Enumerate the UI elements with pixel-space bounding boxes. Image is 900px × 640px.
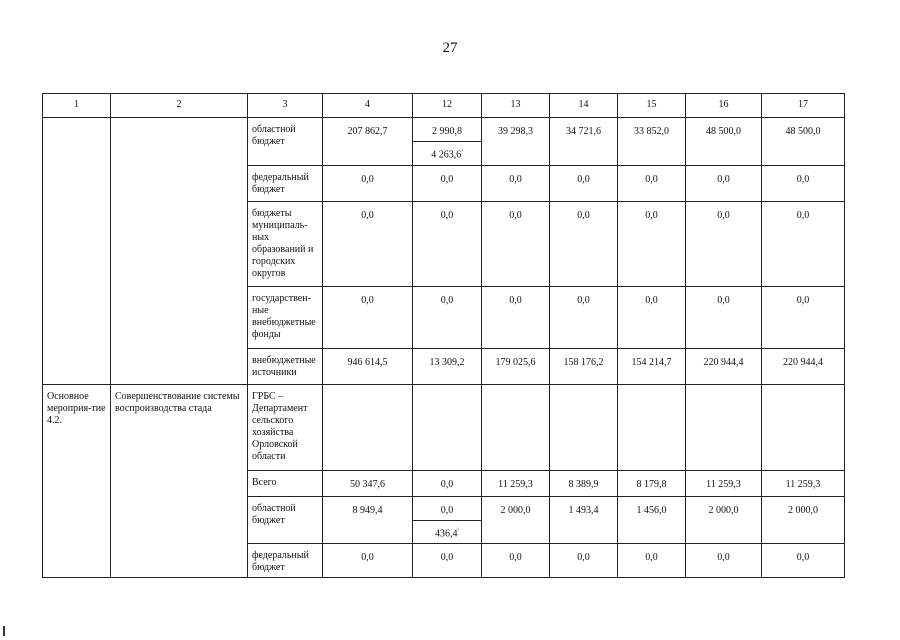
value-cell: 0,0 <box>762 544 845 578</box>
value-cell-empty <box>482 385 550 471</box>
value-cell: 50 347,6 <box>323 471 413 497</box>
value-cell: 11 259,3 <box>762 471 845 497</box>
value-cell: 11 259,3 <box>482 471 550 497</box>
table-row <box>43 385 845 471</box>
table-header-row <box>43 94 845 118</box>
value-cell: 158 176,2 <box>550 349 618 385</box>
value-cell: 220 944,4 <box>762 349 845 385</box>
value-cell: 0,0 <box>323 166 413 202</box>
value-cell: 34 721,6 <box>550 118 618 166</box>
header-cell: 17 <box>762 94 845 118</box>
header-cell: 12 <box>413 94 482 118</box>
value-cell-empty <box>550 385 618 471</box>
funding-source-label: федеральный бюджет <box>248 166 323 202</box>
header-cell: 2 <box>111 94 248 118</box>
value-cell: 0,0 <box>686 166 762 202</box>
table-row <box>43 118 845 142</box>
value-cell: 0,0 <box>618 287 686 349</box>
header-cell: 13 <box>482 94 550 118</box>
funding-source-label: бюджеты муниципаль-ных образований и городских округов <box>248 202 323 287</box>
footnote-mark: ⁾ <box>461 149 463 155</box>
value-cell: 179 025,6 <box>482 349 550 385</box>
value-cell: 0,0 <box>550 166 618 202</box>
measure-cell: Основное мероприя-тие 4.2. <box>43 385 111 578</box>
grbs-label: ГРБС – Департамент сельского хозяйства Орловской области <box>248 385 323 471</box>
value-cell: 2 000,0 <box>762 497 845 544</box>
description-cell: Совершенствование системы воспроизводства стада <box>111 385 248 578</box>
funding-source-label: государствен-ные внебюджетные фонды <box>248 287 323 349</box>
value-cell: 0,0 <box>618 166 686 202</box>
value-cell: 207 862,7 <box>323 118 413 166</box>
value-cell: 0,0 <box>550 544 618 578</box>
description-cell-empty <box>111 118 248 385</box>
value-cell: 0,0 <box>413 497 482 521</box>
funding-source-label: Всего <box>248 471 323 497</box>
value-cell: 11 259,3 <box>686 471 762 497</box>
value-cell: 0,0 <box>686 202 762 287</box>
value-cell: 0,0 <box>482 166 550 202</box>
value-cell: 1 456,0 <box>618 497 686 544</box>
extra-value: 4 263,6 <box>431 149 462 161</box>
page-number: 27 <box>442 40 458 56</box>
value-cell-extra <box>413 521 482 544</box>
value-cell: 2 000,0 <box>482 497 550 544</box>
funding-source-label: федеральный бюджет <box>248 544 323 578</box>
value-cell-extra <box>413 142 482 166</box>
value-cell: 0,0 <box>413 202 482 287</box>
value-cell: 48 500,0 <box>762 118 845 166</box>
value-cell: 33 852,0 <box>618 118 686 166</box>
value-cell: 0,0 <box>482 544 550 578</box>
scan-edge-mark <box>3 626 5 636</box>
value-cell: 0,0 <box>413 544 482 578</box>
value-cell: 0,0 <box>686 544 762 578</box>
value-cell: 8 949,4 <box>323 497 413 544</box>
value-cell: 0,0 <box>618 544 686 578</box>
header-cell: 16 <box>686 94 762 118</box>
value-cell: 8 179,8 <box>618 471 686 497</box>
value-cell: 0,0 <box>413 471 482 497</box>
value-cell: 0,0 <box>686 287 762 349</box>
footnote-mark: ⁾ <box>457 528 459 534</box>
budget-table <box>42 93 845 578</box>
value-cell-empty <box>618 385 686 471</box>
value-cell-empty <box>323 385 413 471</box>
value-cell: 0,0 <box>323 202 413 287</box>
value-cell-empty <box>762 385 845 471</box>
value-cell: 8 389,9 <box>550 471 618 497</box>
value-cell: 1 493,4 <box>550 497 618 544</box>
value-cell: 154 214,7 <box>618 349 686 385</box>
value-cell: 48 500,0 <box>686 118 762 166</box>
value-cell-empty <box>686 385 762 471</box>
measure-cell-empty <box>43 118 111 385</box>
value-cell: 0,0 <box>413 287 482 349</box>
funding-source-label: областной бюджет <box>248 497 323 544</box>
value-cell: 39 298,3 <box>482 118 550 166</box>
funding-source-label: областной бюджет <box>248 118 323 166</box>
extra-value: 436,4 <box>435 528 458 540</box>
value-cell: 220 944,4 <box>686 349 762 385</box>
value-cell: 0,0 <box>323 287 413 349</box>
funding-source-label: внебюджетные источники <box>248 349 323 385</box>
value-cell: 0,0 <box>323 544 413 578</box>
value-cell-empty <box>413 385 482 471</box>
value-cell: 0,0 <box>762 287 845 349</box>
header-cell: 3 <box>248 94 323 118</box>
value-cell: 946 614,5 <box>323 349 413 385</box>
value-cell: 0,0 <box>762 166 845 202</box>
value-cell: 0,0 <box>482 287 550 349</box>
header-cell: 1 <box>43 94 111 118</box>
header-cell: 14 <box>550 94 618 118</box>
header-cell: 4 <box>323 94 413 118</box>
value-cell: 0,0 <box>762 202 845 287</box>
value-cell: 2 000,0 <box>686 497 762 544</box>
value-cell: 2 990,8 <box>413 118 482 142</box>
value-cell: 13 309,2 <box>413 349 482 385</box>
header-cell: 15 <box>618 94 686 118</box>
value-cell: 0,0 <box>550 202 618 287</box>
value-cell: 0,0 <box>550 287 618 349</box>
value-cell: 0,0 <box>618 202 686 287</box>
value-cell: 0,0 <box>482 202 550 287</box>
value-cell: 0,0 <box>413 166 482 202</box>
